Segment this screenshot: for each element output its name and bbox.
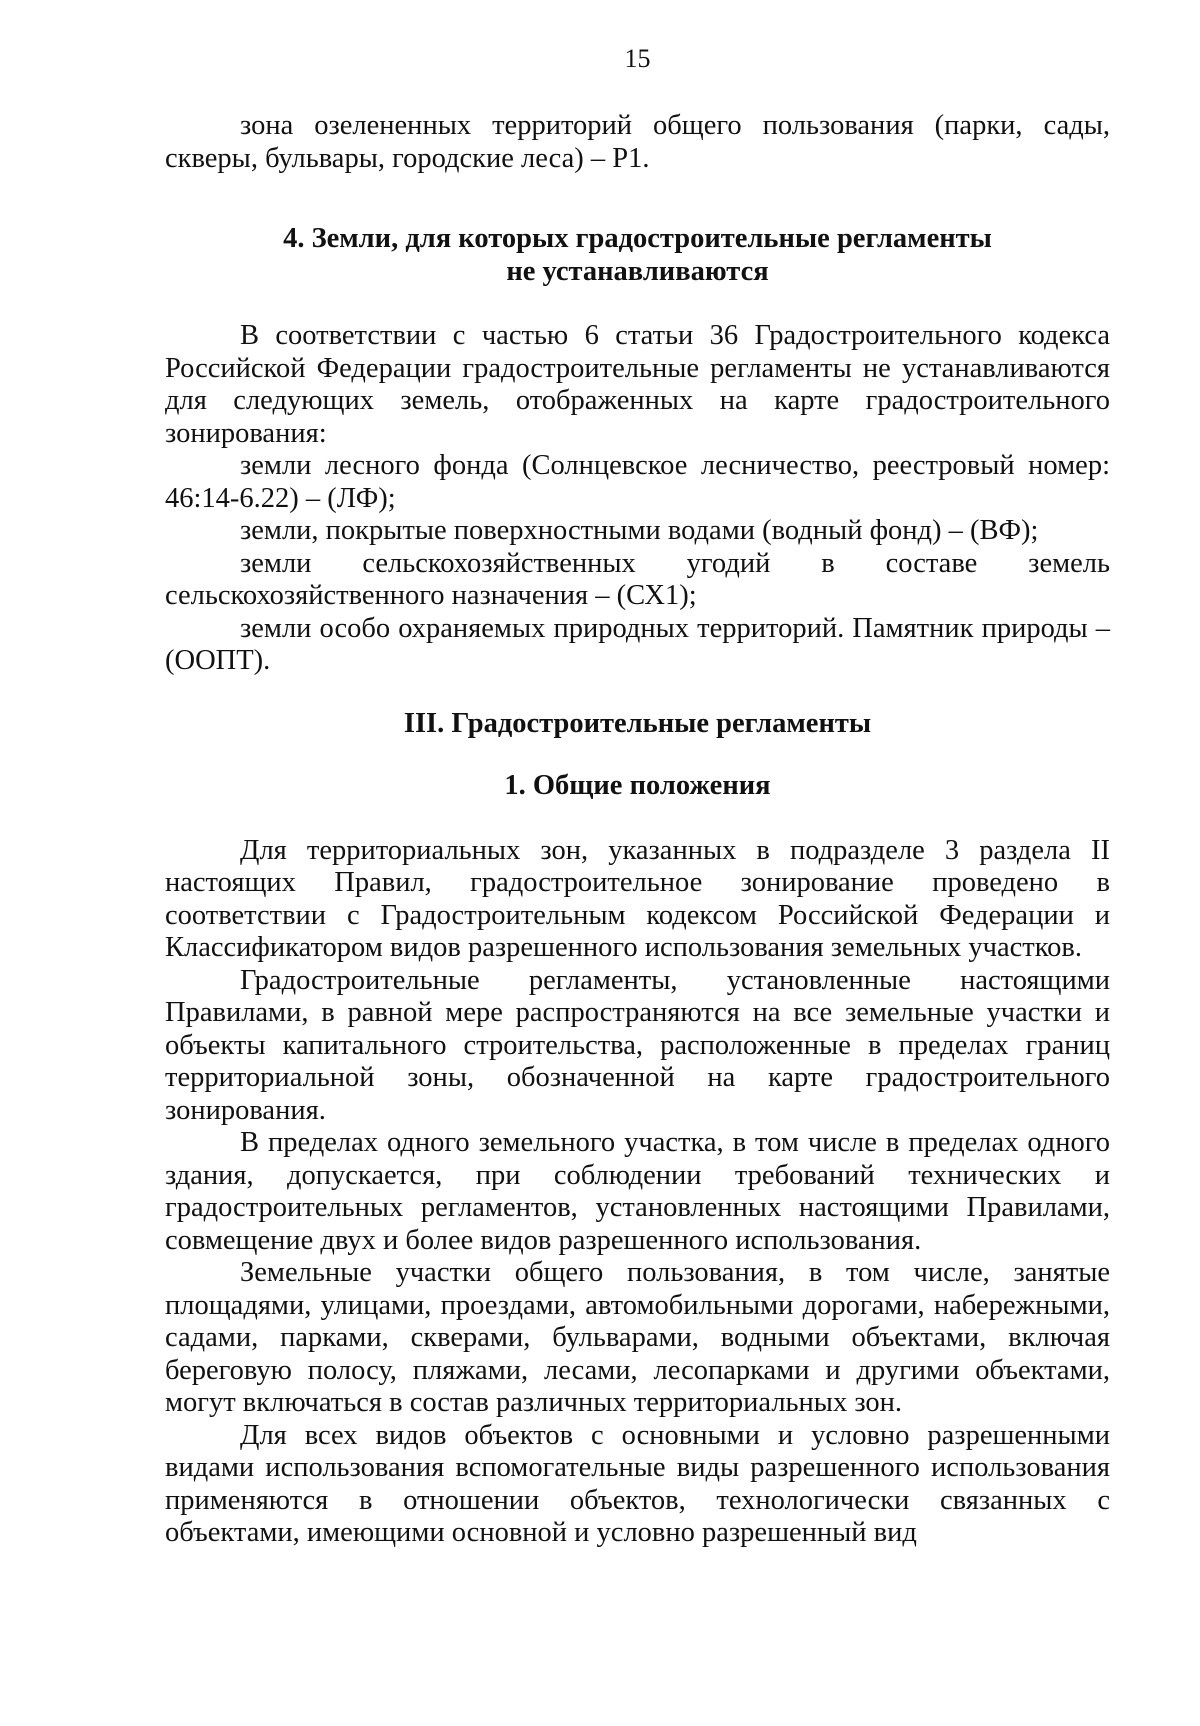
section-4-paragraph: В соответствии с частью 6 статьи 36 Градостроительного кодекса Российской Федерации градостроительные регламенты не устанавливаются для следующих земель, отображенных на карте градостроительного зонирования: (165, 320, 1110, 449)
section-4-title-line2: не устанавливаются (506, 255, 769, 287)
subsection-1-paragraph: Для всех видов объектов с основными и условно разрешенными видами использования вспомогательные виды разрешенного использования применяются в отношении объектов, технологически связанных с объектами, имеющими основной и условно разрешенный вид (165, 1419, 1110, 1548)
section-4-title-line1: 4. Земли, для которых градостроительные регламенты (283, 223, 992, 254)
section-4-list-item: земли, покрытые поверхностными водами (водный фонд) – (ВФ); (240, 515, 1039, 546)
section-4-list-item: земли особо охраняемых природных территорий. Памятник природы – (ООПТ). (165, 612, 1110, 676)
page-number: 15 (624, 44, 651, 73)
section-4-title (165, 223, 1110, 288)
section-4-list-item: земли лесного фонда (Солнцевское лесничество, реестровый номер: 46:14-6.22) – (ЛФ); (165, 450, 1110, 514)
subsection-1-paragraph: В пределах одного земельного участка, в том числе в пределах одного здания, допускается, при соблюдении требований технических и градостроительных регламентов, установленных настоящими Правилами, совмещение двух и более видов разрешенного использования. (165, 1127, 1110, 1256)
subsection-1-paragraph: Градостроительные регламенты, установленные настоящими Правилами, в равной мере распространяются на все земельные участки и объекты капитального строительства, расположенные в пределах границ территориальной зоны, обозначенной на карте градостроительного зонирования. (165, 964, 1110, 1126)
intro-paragraph: зона озелененных территорий общего пользования (парки, сады, скверы, бульвары, городские леса) – Р1. (165, 110, 1110, 174)
section-3-title: III. Градостроительные регламенты (403, 707, 872, 739)
page-content (165, 110, 1110, 1550)
subsection-1-paragraph: Земельные участки общего пользования, в том числе, занятые площадями, улицами, проездами, автомобильными дорогами, набережными, садами, парками, скверами, бульварами, водными объектами, включая береговую полосу, пляжами, лесами, лесопарками и другими объектами, могут включаться в состав различных территориальных зон. (165, 1257, 1110, 1418)
subsection-1-paragraph: Для территориальных зон, указанных в подразделе 3 раздела II настоящих Правил, градостроительное зонирование проведено в соответствии с Градостроительным кодексом Российской Федерации и Классификатором видов разрешенного использования земельных участков. (165, 834, 1110, 963)
subsection-1-title: 1. Общие положения (504, 770, 771, 801)
section-4-list-item: земли сельскохозяйственных угодий в составе земель сельскохозяйственного назначения – (СХ1); (165, 547, 1110, 611)
